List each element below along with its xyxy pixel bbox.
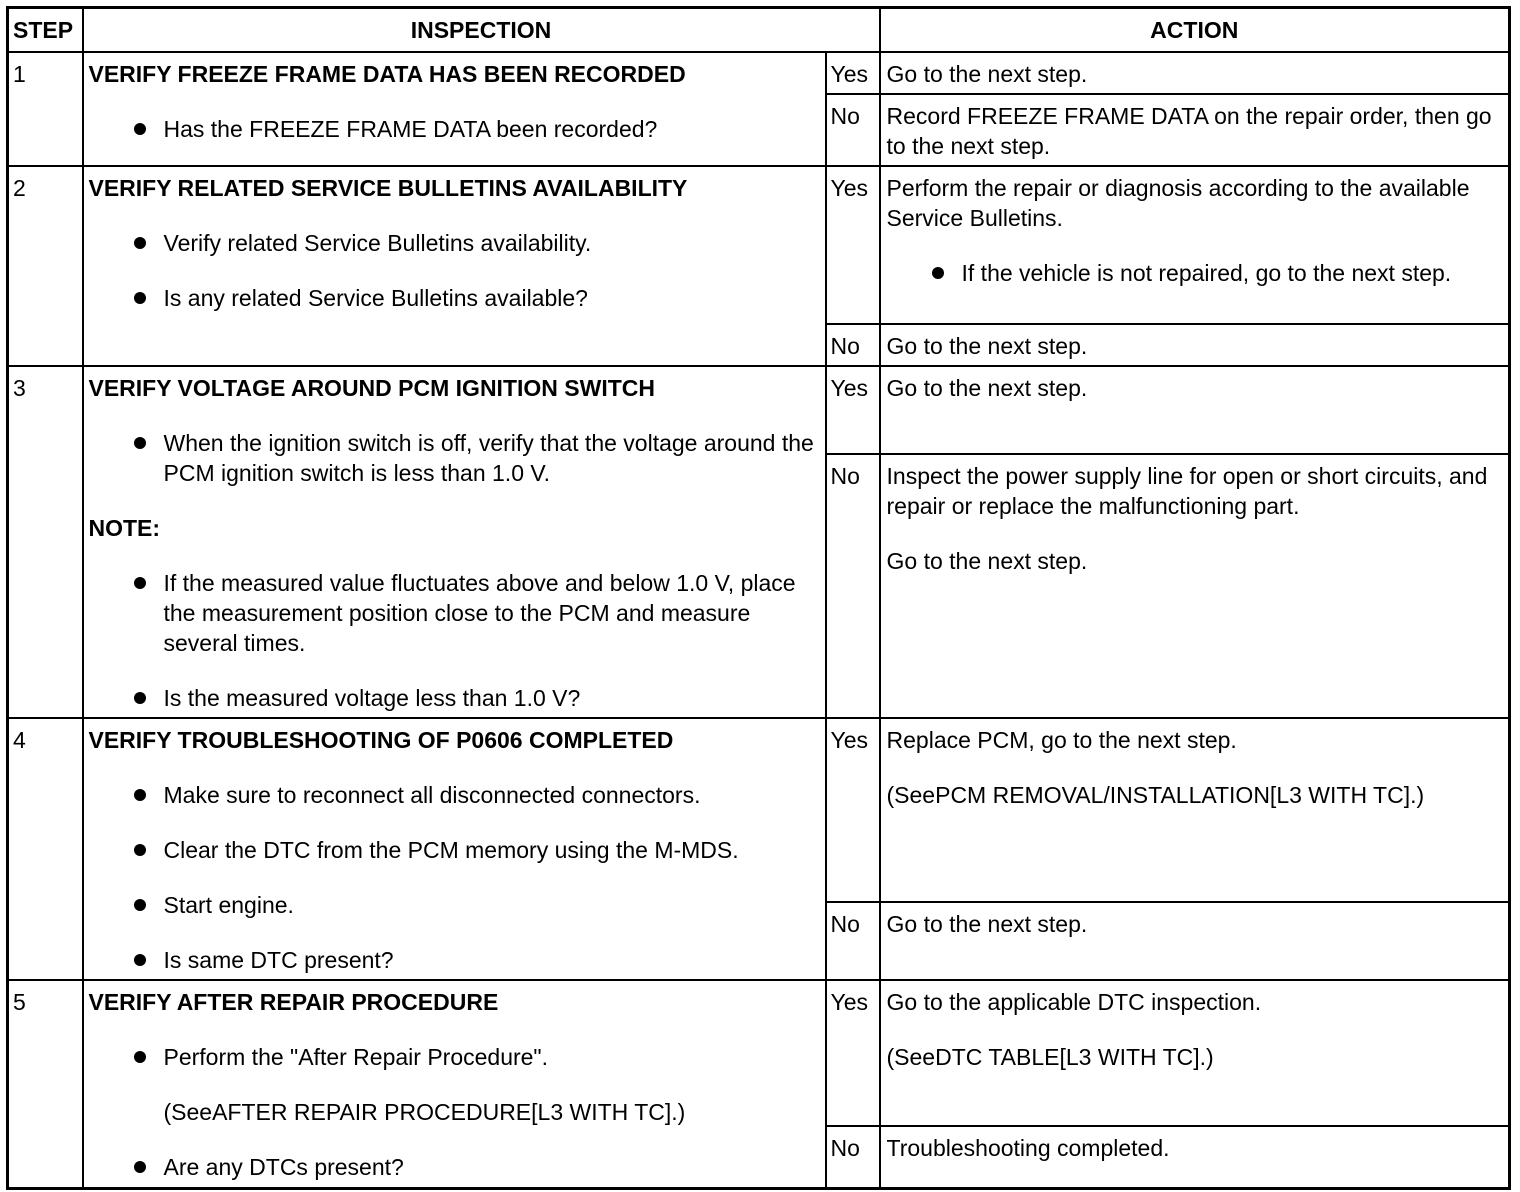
yes-label: Yes [826,52,880,94]
header-step: STEP [8,8,83,53]
inspection-bullet: When the ignition switch is off, verify that the voltage around the PCM ignition switch is less than 1.0 V. [89,428,820,488]
inspection-bullet: Is any related Service Bulletins available? [89,283,820,313]
inspection-bullet: Are any DTCs present? [89,1152,820,1182]
action-bullet: If the vehicle is not repaired, go to the next step. [887,258,1504,288]
yes-action: Perform the repair or diagnosis according to the available Service Bulletins. [886,175,1470,231]
see-reference-link[interactable]: (SeePCM REMOVAL/INSTALLATION[L3 WITH TC].) [886,782,1425,808]
inspection-bullet: Has the FREEZE FRAME DATA been recorded? [89,114,820,144]
inspection-cell [83,166,826,366]
no-label: No [826,902,880,980]
step-title: VERIFY RELATED SERVICE BULLETINS AVAILABILITY [88,175,688,201]
inspection-cell [83,980,826,1188]
no-action: Inspect the power supply line for open or short circuits, and repair or replace the malfunctioning part. [886,463,1488,519]
step-number: 1 [8,52,83,166]
header-inspection: INSPECTION [83,8,880,53]
inspection-bullet: Make sure to reconnect all disconnected connectors. [89,780,820,810]
no-action: Go to the next step. [880,902,1510,980]
no-label: No [826,324,880,366]
step-title: VERIFY VOLTAGE AROUND PCM IGNITION SWITCH [88,375,655,401]
table-row [8,366,1510,454]
no-action-cell [880,454,1510,718]
yes-action: Go to the next step. [880,52,1510,94]
step-title: VERIFY AFTER REPAIR PROCEDURE [88,989,499,1015]
yes-label: Yes [826,166,880,324]
yes-action-cell [880,718,1510,902]
no-action: Record FREEZE FRAME DATA on the repair order, then go to the next step. [880,94,1510,166]
inspection-bullet: Verify related Service Bulletins availability. [89,228,820,258]
note-label: NOTE: [88,515,161,541]
inspection-cell [83,718,826,980]
no-label: No [826,454,880,718]
inspection-bullet: Is same DTC present? [89,945,820,975]
step-number: 2 [8,166,83,366]
yes-label: Yes [826,980,880,1126]
yes-action: Go to the applicable DTC inspection. [886,989,1262,1015]
yes-label: Yes [826,366,880,454]
yes-action: Go to the next step. [880,366,1510,454]
troubleshooting-table [6,6,1511,1190]
step-title: VERIFY FREEZE FRAME DATA HAS BEEN RECORDED [88,61,686,87]
see-reference-link[interactable]: (SeeAFTER REPAIR PROCEDURE[L3 WITH TC].) [163,1099,686,1125]
yes-action: Replace PCM, go to the next step. [886,727,1237,753]
inspection-bullet: Is the measured voltage less than 1.0 V? [89,683,820,713]
step-title: VERIFY TROUBLESHOOTING OF P0606 COMPLETED [88,727,674,753]
no-action-next: Go to the next step. [886,548,1088,574]
table-row [8,980,1510,1126]
yes-label: Yes [826,718,880,902]
yes-action-cell [880,980,1510,1126]
header-row [8,8,1510,53]
yes-action-cell [880,166,1510,324]
no-action: Troubleshooting completed. [880,1126,1510,1188]
inspection-bullet: Clear the DTC from the PCM memory using the M-MDS. [89,835,820,865]
step-number: 5 [8,980,83,1188]
table-row [8,52,1510,94]
inspection-cell [83,52,826,166]
no-label: No [826,94,880,166]
no-label: No [826,1126,880,1188]
inspection-bullet: Perform the "After Repair Procedure". [89,1042,820,1072]
header-action: ACTION [880,8,1510,53]
step-number: 4 [8,718,83,980]
table-row [8,166,1510,324]
no-action: Go to the next step. [880,324,1510,366]
inspection-bullet: If the measured value fluctuates above and below 1.0 V, place the measurement position close to the PCM and measure several times. [89,568,820,658]
step-number: 3 [8,366,83,718]
inspection-cell [83,366,826,718]
inspection-bullet: Start engine. [89,890,820,920]
table-row [8,718,1510,902]
see-reference-link[interactable]: (SeeDTC TABLE[L3 WITH TC].) [886,1044,1214,1070]
